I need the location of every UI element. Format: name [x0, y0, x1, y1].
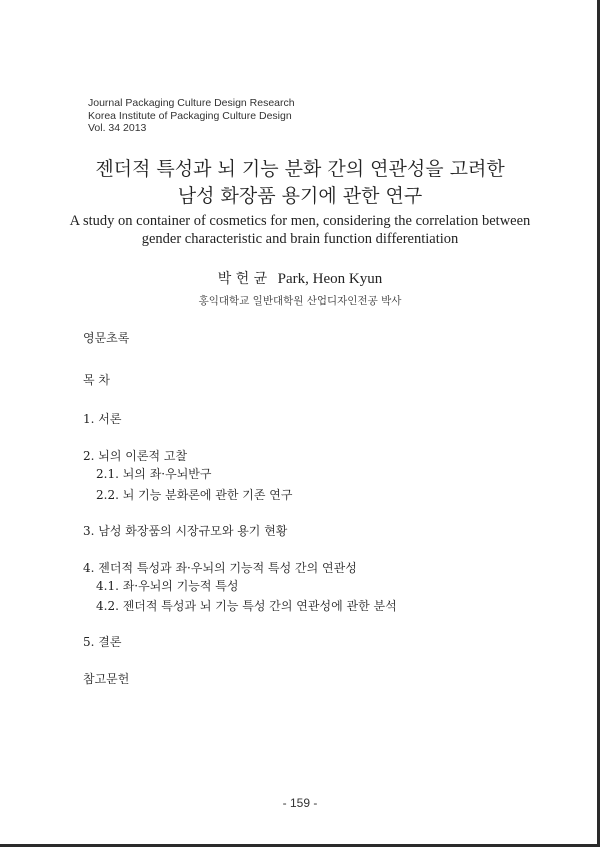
- toc-section-4-1: 4.1. 좌·우뇌의 기능적 특성: [96, 579, 239, 593]
- toc-section-1: 1. 서론: [83, 412, 122, 426]
- toc-section-2: 2. 뇌의 이론적 고찰: [83, 449, 188, 463]
- journal-institute: Korea Institute of Packaging Culture Design: [88, 109, 292, 122]
- author-name-english: Park, Heon Kyun: [277, 271, 383, 287]
- title-korean-line1: 젠더적 특성과 뇌 기능 분화 간의 연관성을 고려한: [95, 158, 505, 180]
- author-name-korean: 박 헌 균: [217, 271, 268, 287]
- toc-section-2-2: 2.2. 뇌 기능 분화론에 관한 기존 연구: [96, 488, 293, 502]
- toc-references: 참고문헌: [83, 672, 130, 686]
- author-affiliation: 홍익대학교 일반대학원 산업디자인전공 박사: [198, 295, 402, 307]
- title-korean-line2: 남성 화장품 용기에 관한 연구: [177, 185, 423, 207]
- toc-section-2-1: 2.1. 뇌의 좌·우뇌반구: [96, 467, 212, 481]
- toc-section-4: 4. 젠더적 특성과 좌·우뇌의 기능적 특성 간의 연관성: [83, 561, 357, 575]
- page-number: - 159 -: [282, 796, 318, 810]
- journal-volume: Vol. 34 2013: [88, 122, 147, 134]
- toc-heading: 목 차: [83, 373, 110, 387]
- toc-section-4-2: 4.2. 젠더적 특성과 뇌 기능 특성 간의 연관성에 관한 분석: [96, 599, 397, 613]
- title-english-line1: A study on container of cosmetics for men, considering the correlation between: [69, 213, 531, 229]
- title-english-line2: gender characteristic and brain function differentiation: [141, 231, 459, 247]
- toc-section-3: 3. 남성 화장품의 시장규모와 용기 현황: [83, 524, 288, 538]
- toc-abstract: 영문초록: [83, 331, 130, 345]
- journal-header: [88, 97, 295, 135]
- author-line: [0, 268, 600, 288]
- journal-name: Journal Packaging Culture Design Research: [88, 97, 295, 109]
- toc-section-5: 5. 결론: [83, 635, 122, 649]
